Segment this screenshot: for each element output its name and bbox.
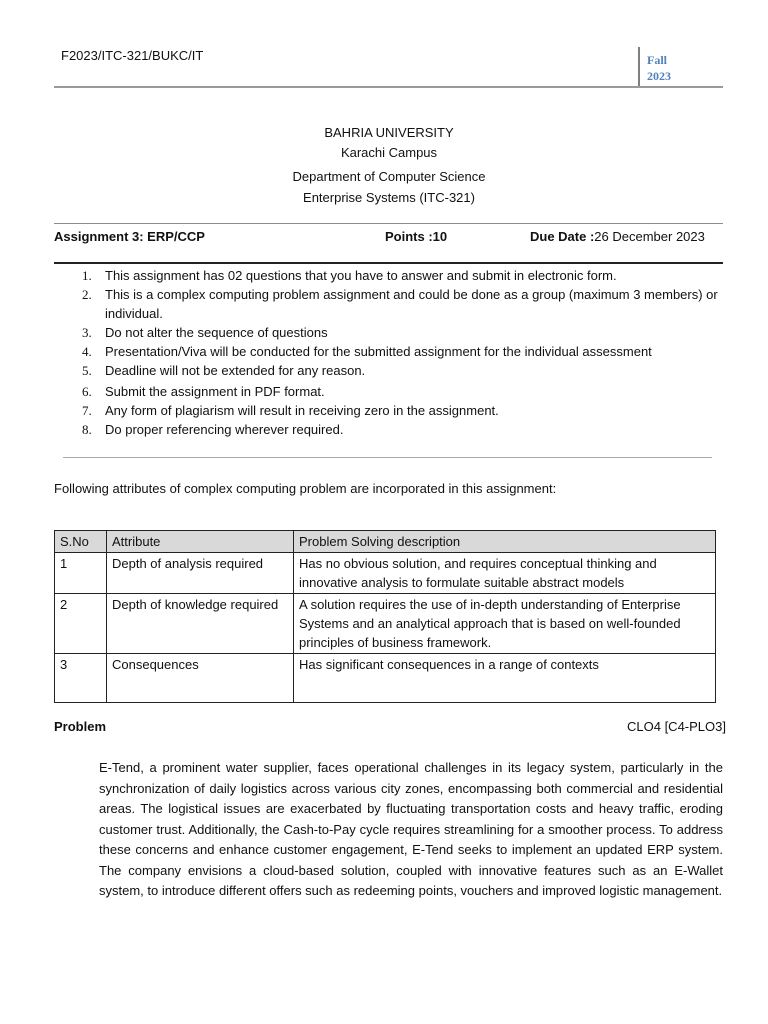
university-name: BAHRIA UNIVERSITY <box>324 125 454 140</box>
header-rule <box>54 86 723 88</box>
table-cell: 1 <box>55 553 107 594</box>
instruction-item: 7. Any form of plagiarism will result in receiving zero in the assignment. <box>82 403 499 418</box>
department-name: Department of Computer Science <box>292 169 486 184</box>
term-label <box>647 52 671 84</box>
instruction-item: 6. Submit the assignment in PDF format. <box>82 384 325 399</box>
due-date <box>530 229 705 244</box>
instruction-item: 3. Do not alter the sequence of questions <box>82 325 328 340</box>
instruction-item: 8. Do proper referencing wherever required. <box>82 422 344 437</box>
problem-heading: Problem <box>54 719 107 734</box>
table-cell: Depth of knowledge required <box>107 594 294 654</box>
column-header: S.No <box>55 531 107 553</box>
instruction-item: 2. This is a complex computing problem assignment and could be done as a group (maximum 3 members) or individual. <box>82 287 718 321</box>
assignment-title: Assignment 3: ERP/CCP <box>54 229 205 244</box>
table-row <box>55 594 716 654</box>
column-header: Problem Solving description <box>294 531 716 553</box>
instruction-item: 4. Presentation/Viva will be conducted for the submitted assignment for the individual assessment <box>82 344 652 359</box>
table-row <box>55 553 716 594</box>
problem-statement: E-Tend, a prominent water supplier, faces operational challenges in its legacy system, particularly in the synchronization of daily logistics across various city zones, encompassing both commercial and residential areas. The logistical issues are exacerbated by fluctuating transportation costs and heavy traffic, eroding customer trust. Additionally, the Cash-to-Pay cycle requires streamlining for a smoother process. To address these concerns and enhance customer engagement, E-Tend seeks to implement an updated ERP system. The company envisions a cloud-based solution, coupled with innovative features such as an E-Wallet system, to introduce different offers such as redeeming points, vouchers and improved logistic management. <box>99 760 723 898</box>
table-cell: Has no obvious solution, and requires conceptual thinking and innovative analysis to formulate suitable abstract models <box>294 553 716 594</box>
document-code: F2023/ITC-321/BUKC/IT <box>61 48 204 63</box>
table-cell: 3 <box>55 654 107 703</box>
header-divider <box>638 47 640 87</box>
attributes-intro: Following attributes of complex computing problem are incorporated in this assignment: <box>54 481 557 496</box>
table-cell: Consequences <box>107 654 294 703</box>
section-divider <box>63 457 712 458</box>
due-date-label: Due Date : <box>530 229 595 244</box>
instructions-list <box>62 266 722 439</box>
assignment-bottom-rule <box>54 262 723 264</box>
assignment-top-rule <box>54 223 723 224</box>
table-cell: A solution requires the use of in-depth understanding of Enterprise Systems and an analytical approach that is based on well-founded principles of business framework. <box>294 594 716 654</box>
table-cell: 2 <box>55 594 107 654</box>
instruction-item: 5. Deadline will not be extended for any reason. <box>82 363 366 378</box>
campus-name: Karachi Campus <box>340 145 438 160</box>
table-cell: Depth of analysis required <box>107 553 294 594</box>
table-cell: Has significant consequences in a range of contexts <box>294 654 716 703</box>
due-date-value: 26 December 2023 <box>594 229 705 244</box>
term-year: 2023 <box>647 69 671 83</box>
attributes-table <box>54 530 716 703</box>
assignment-points: Points :10 <box>385 229 448 244</box>
column-header: Attribute <box>107 531 294 553</box>
clo-label: CLO4 [C4-PLO3] <box>627 719 726 734</box>
table-header-row <box>55 531 716 553</box>
table-row <box>55 654 716 703</box>
term-season: Fall <box>647 53 667 67</box>
instruction-item: 1. This assignment has 02 questions that you have to answer and submit in electronic form. <box>82 268 617 283</box>
course-name: Enterprise Systems (ITC-321) <box>303 190 475 205</box>
